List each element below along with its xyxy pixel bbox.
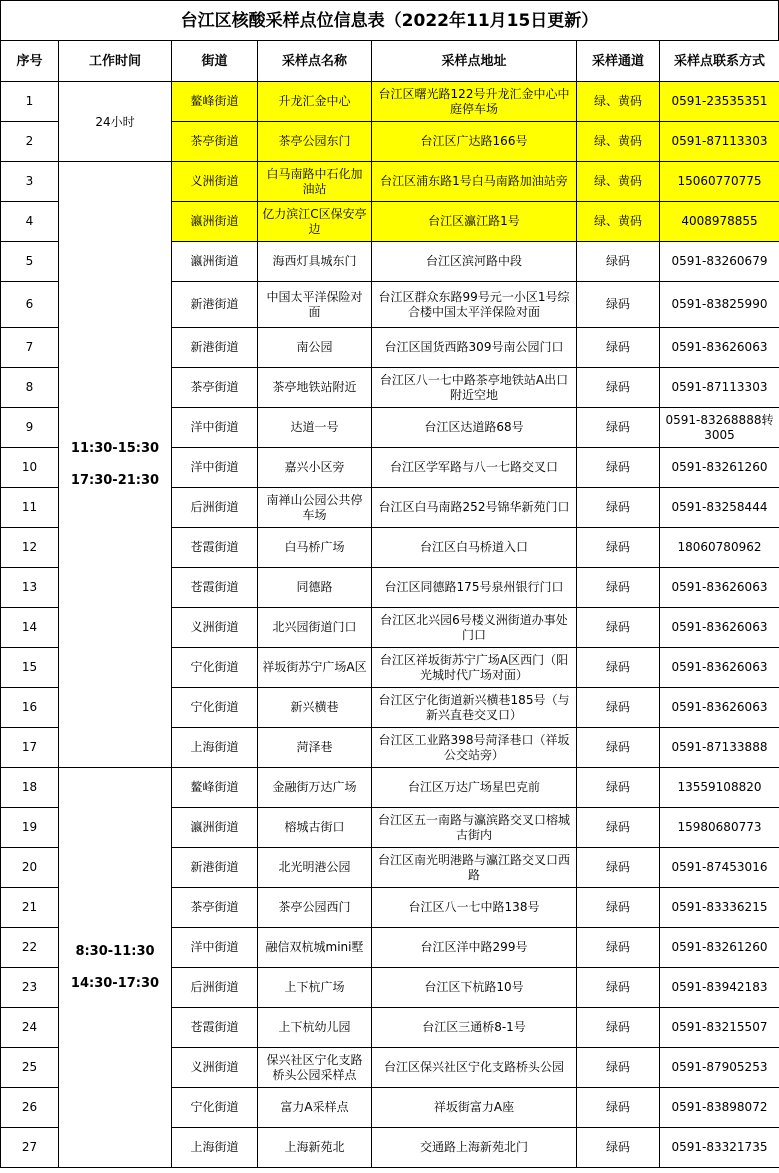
row-seq: 21 xyxy=(1,888,59,928)
work-time-line: 11:30-15:30 xyxy=(70,440,160,456)
row-seq: 26 xyxy=(1,1088,59,1128)
row-contact: 0591-83261260 xyxy=(660,928,779,968)
row-channel: 绿码 xyxy=(577,1128,660,1168)
row-seq: 15 xyxy=(1,648,59,688)
row-channel: 绿码 xyxy=(577,1008,660,1048)
row-address: 台江区宁化街道新兴横巷185号（与新兴直巷交叉口） xyxy=(372,688,577,728)
row-seq: 11 xyxy=(1,488,59,528)
row-seq: 8 xyxy=(1,368,59,408)
row-address: 台江区八一七中路茶亭地铁站A出口附近空地 xyxy=(372,368,577,408)
row-seq: 14 xyxy=(1,608,59,648)
row-name: 祥坂街苏宁广场A区 xyxy=(258,648,372,688)
row-address: 台江区浦东路1号白马南路加油站旁 xyxy=(372,162,577,202)
row-channel: 绿码 xyxy=(577,928,660,968)
row-seq: 4 xyxy=(1,202,59,242)
row-street: 新港街道 xyxy=(172,848,258,888)
row-street: 义洲街道 xyxy=(172,162,258,202)
row-contact: 0591-83626063 xyxy=(660,568,779,608)
row-name: 海西灯具城东门 xyxy=(258,242,372,282)
work-time-line: 8:30-11:30 xyxy=(75,943,155,959)
row-street: 瀛洲街道 xyxy=(172,242,258,282)
row-street: 苍霞街道 xyxy=(172,1008,258,1048)
row-seq: 19 xyxy=(1,808,59,848)
row-address: 台江区工业路398号菏泽巷口（祥坂公交站旁） xyxy=(372,728,577,768)
row-channel: 绿、黄码 xyxy=(577,122,660,162)
header-contact: 采样点联系方式 xyxy=(660,41,779,82)
row-name: 上下杭幼儿园 xyxy=(258,1008,372,1048)
row-seq: 27 xyxy=(1,1128,59,1168)
table-row xyxy=(1,82,779,122)
row-contact: 0591-87453016 xyxy=(660,848,779,888)
row-street: 洋中街道 xyxy=(172,448,258,488)
row-contact: 0591-83268888转3005 xyxy=(660,408,779,448)
row-street: 瀛洲街道 xyxy=(172,202,258,242)
row-address: 台江区下杭路10号 xyxy=(372,968,577,1008)
row-seq: 6 xyxy=(1,282,59,328)
row-street: 苍霞街道 xyxy=(172,568,258,608)
row-name: 北兴园街道门口 xyxy=(258,608,372,648)
row-address: 台江区五一南路与瀛滨路交叉口榕城古街内 xyxy=(372,808,577,848)
row-address: 台江区曙光路122号升龙汇金中心中庭停车场 xyxy=(372,82,577,122)
row-contact: 0591-83626063 xyxy=(660,688,779,728)
row-street: 苍霞街道 xyxy=(172,528,258,568)
row-contact: 0591-83261260 xyxy=(660,448,779,488)
row-name: 茶亭地铁站附近 xyxy=(258,368,372,408)
row-channel: 绿码 xyxy=(577,808,660,848)
row-contact: 0591-87113303 xyxy=(660,368,779,408)
row-contact: 0591-83258444 xyxy=(660,488,779,528)
row-channel: 绿码 xyxy=(577,968,660,1008)
sampling-points-table xyxy=(0,40,779,1168)
row-seq: 17 xyxy=(1,728,59,768)
row-street: 上海街道 xyxy=(172,728,258,768)
row-address: 台江区万达广场星巴克前 xyxy=(372,768,577,808)
row-address: 台江区群众东路99号元一小区1号综合楼中国太平洋保险对面 xyxy=(372,282,577,328)
row-name: 上下杭广场 xyxy=(258,968,372,1008)
row-contact: 0591-83942183 xyxy=(660,968,779,1008)
row-name: 白马南路中石化加油站 xyxy=(258,162,372,202)
row-address: 台江区祥坂街苏宁广场A区西门（阳光城时代广场对面） xyxy=(372,648,577,688)
row-street: 茶亭街道 xyxy=(172,888,258,928)
row-address: 台江区八一七中路138号 xyxy=(372,888,577,928)
row-channel: 绿、黄码 xyxy=(577,162,660,202)
row-street: 瀛洲街道 xyxy=(172,808,258,848)
row-contact: 0591-83321735 xyxy=(660,1128,779,1168)
row-name: 中国太平洋保险对面 xyxy=(258,282,372,328)
row-street: 洋中街道 xyxy=(172,408,258,448)
row-name: 上海新苑北 xyxy=(258,1128,372,1168)
work-time-line: 14:30-17:30 xyxy=(70,975,160,991)
row-contact: 0591-83336215 xyxy=(660,888,779,928)
row-address: 台江区同德路175号泉州银行门口 xyxy=(372,568,577,608)
row-street: 后洲街道 xyxy=(172,968,258,1008)
row-channel: 绿码 xyxy=(577,282,660,328)
row-seq: 18 xyxy=(1,768,59,808)
row-contact: 0591-23535351 xyxy=(660,82,779,122)
header-street: 街道 xyxy=(172,41,258,82)
row-address: 台江区洋中路299号 xyxy=(372,928,577,968)
row-channel: 绿码 xyxy=(577,888,660,928)
row-address: 台江区学军路与八一七路交叉口 xyxy=(372,448,577,488)
row-contact: 0591-87133888 xyxy=(660,728,779,768)
row-street: 后洲街道 xyxy=(172,488,258,528)
table-title: 台江区核酸采样点位信息表（2022年11月15日更新） xyxy=(0,0,779,40)
header-name: 采样点名称 xyxy=(258,41,372,82)
row-address: 祥坂街富力A座 xyxy=(372,1088,577,1128)
row-seq: 13 xyxy=(1,568,59,608)
header-row xyxy=(1,41,779,82)
row-street: 宁化街道 xyxy=(172,648,258,688)
row-address: 台江区南光明港路与瀛江路交叉口西路 xyxy=(372,848,577,888)
row-street: 宁化街道 xyxy=(172,688,258,728)
row-channel: 绿码 xyxy=(577,1088,660,1128)
row-address: 台江区国货西路309号南公园门口 xyxy=(372,328,577,368)
row-name: 榕城古街口 xyxy=(258,808,372,848)
row-seq: 9 xyxy=(1,408,59,448)
row-street: 新港街道 xyxy=(172,282,258,328)
row-name: 北光明港公园 xyxy=(258,848,372,888)
row-seq: 7 xyxy=(1,328,59,368)
header-seq: 序号 xyxy=(1,41,59,82)
table-row xyxy=(1,768,779,808)
row-contact: 0591-87905253 xyxy=(660,1048,779,1088)
row-address: 台江区三通桥8-1号 xyxy=(372,1008,577,1048)
row-street: 义洲街道 xyxy=(172,608,258,648)
work-time-line: 24小时 xyxy=(95,114,135,129)
row-contact: 18060780962 xyxy=(660,528,779,568)
row-name: 茶亭公园西门 xyxy=(258,888,372,928)
row-name: 南禅山公园公共停车场 xyxy=(258,488,372,528)
row-name: 嘉兴小区旁 xyxy=(258,448,372,488)
row-channel: 绿码 xyxy=(577,1048,660,1088)
row-contact: 0591-87113303 xyxy=(660,122,779,162)
row-channel: 绿码 xyxy=(577,448,660,488)
row-channel: 绿码 xyxy=(577,368,660,408)
row-address: 台江区白马桥道入口 xyxy=(372,528,577,568)
work-time-cell xyxy=(59,768,172,1168)
header-time: 工作时间 xyxy=(59,41,172,82)
row-channel: 绿码 xyxy=(577,768,660,808)
row-channel: 绿码 xyxy=(577,568,660,608)
row-contact: 0591-83898072 xyxy=(660,1088,779,1128)
row-contact: 0591-83260679 xyxy=(660,242,779,282)
work-time-cell xyxy=(59,82,172,162)
row-street: 义洲街道 xyxy=(172,1048,258,1088)
row-contact: 0591-83215507 xyxy=(660,1008,779,1048)
row-seq: 1 xyxy=(1,82,59,122)
row-name: 南公园 xyxy=(258,328,372,368)
row-seq: 10 xyxy=(1,448,59,488)
row-channel: 绿码 xyxy=(577,328,660,368)
row-contact: 13559108820 xyxy=(660,768,779,808)
row-seq: 20 xyxy=(1,848,59,888)
row-channel: 绿码 xyxy=(577,488,660,528)
header-address: 采样点地址 xyxy=(372,41,577,82)
row-street: 宁化街道 xyxy=(172,1088,258,1128)
row-street: 洋中街道 xyxy=(172,928,258,968)
row-name: 达道一号 xyxy=(258,408,372,448)
row-address: 台江区达道路68号 xyxy=(372,408,577,448)
row-channel: 绿码 xyxy=(577,608,660,648)
row-contact: 0591-83626063 xyxy=(660,328,779,368)
row-seq: 5 xyxy=(1,242,59,282)
row-seq: 23 xyxy=(1,968,59,1008)
row-seq: 22 xyxy=(1,928,59,968)
row-contact: 15060770775 xyxy=(660,162,779,202)
row-contact: 0591-83626063 xyxy=(660,608,779,648)
row-channel: 绿、黄码 xyxy=(577,202,660,242)
row-contact: 15980680773 xyxy=(660,808,779,848)
row-street: 鳌峰街道 xyxy=(172,82,258,122)
row-contact: 0591-83626063 xyxy=(660,648,779,688)
row-name: 保兴社区宁化支路桥头公园采样点 xyxy=(258,1048,372,1088)
row-contact: 4008978855 xyxy=(660,202,779,242)
row-channel: 绿码 xyxy=(577,848,660,888)
header-channel: 采样通道 xyxy=(577,41,660,82)
row-channel: 绿码 xyxy=(577,688,660,728)
row-name: 白马桥广场 xyxy=(258,528,372,568)
row-seq: 25 xyxy=(1,1048,59,1088)
row-address: 台江区北兴园6号楼义洲街道办事处门口 xyxy=(372,608,577,648)
row-name: 金融街万达广场 xyxy=(258,768,372,808)
row-street: 茶亭街道 xyxy=(172,122,258,162)
row-name: 融信双杭城mini墅 xyxy=(258,928,372,968)
row-street: 茶亭街道 xyxy=(172,368,258,408)
row-name: 富力A采样点 xyxy=(258,1088,372,1128)
row-name: 茶亭公园东门 xyxy=(258,122,372,162)
row-channel: 绿码 xyxy=(577,528,660,568)
row-seq: 12 xyxy=(1,528,59,568)
row-name: 菏泽巷 xyxy=(258,728,372,768)
row-seq: 2 xyxy=(1,122,59,162)
row-street: 鳌峰街道 xyxy=(172,768,258,808)
row-seq: 16 xyxy=(1,688,59,728)
row-street: 上海街道 xyxy=(172,1128,258,1168)
row-channel: 绿码 xyxy=(577,648,660,688)
row-contact: 0591-83825990 xyxy=(660,282,779,328)
row-channel: 绿码 xyxy=(577,242,660,282)
row-seq: 24 xyxy=(1,1008,59,1048)
row-address: 台江区白马南路252号锦华新苑门口 xyxy=(372,488,577,528)
row-address: 台江区滨河路中段 xyxy=(372,242,577,282)
row-channel: 绿码 xyxy=(577,728,660,768)
table-row xyxy=(1,162,779,202)
row-seq: 3 xyxy=(1,162,59,202)
row-name: 同德路 xyxy=(258,568,372,608)
work-time-line: 17:30-21:30 xyxy=(70,472,160,488)
row-address: 台江区广达路166号 xyxy=(372,122,577,162)
row-name: 亿力滨江C区保安亭边 xyxy=(258,202,372,242)
row-address: 交通路上海新苑北门 xyxy=(372,1128,577,1168)
row-channel: 绿码 xyxy=(577,408,660,448)
row-street: 新港街道 xyxy=(172,328,258,368)
row-address: 台江区瀛江路1号 xyxy=(372,202,577,242)
row-channel: 绿、黄码 xyxy=(577,82,660,122)
row-name: 升龙汇金中心 xyxy=(258,82,372,122)
work-time-cell xyxy=(59,162,172,768)
row-name: 新兴横巷 xyxy=(258,688,372,728)
row-address: 台江区保兴社区宁化支路桥头公园 xyxy=(372,1048,577,1088)
